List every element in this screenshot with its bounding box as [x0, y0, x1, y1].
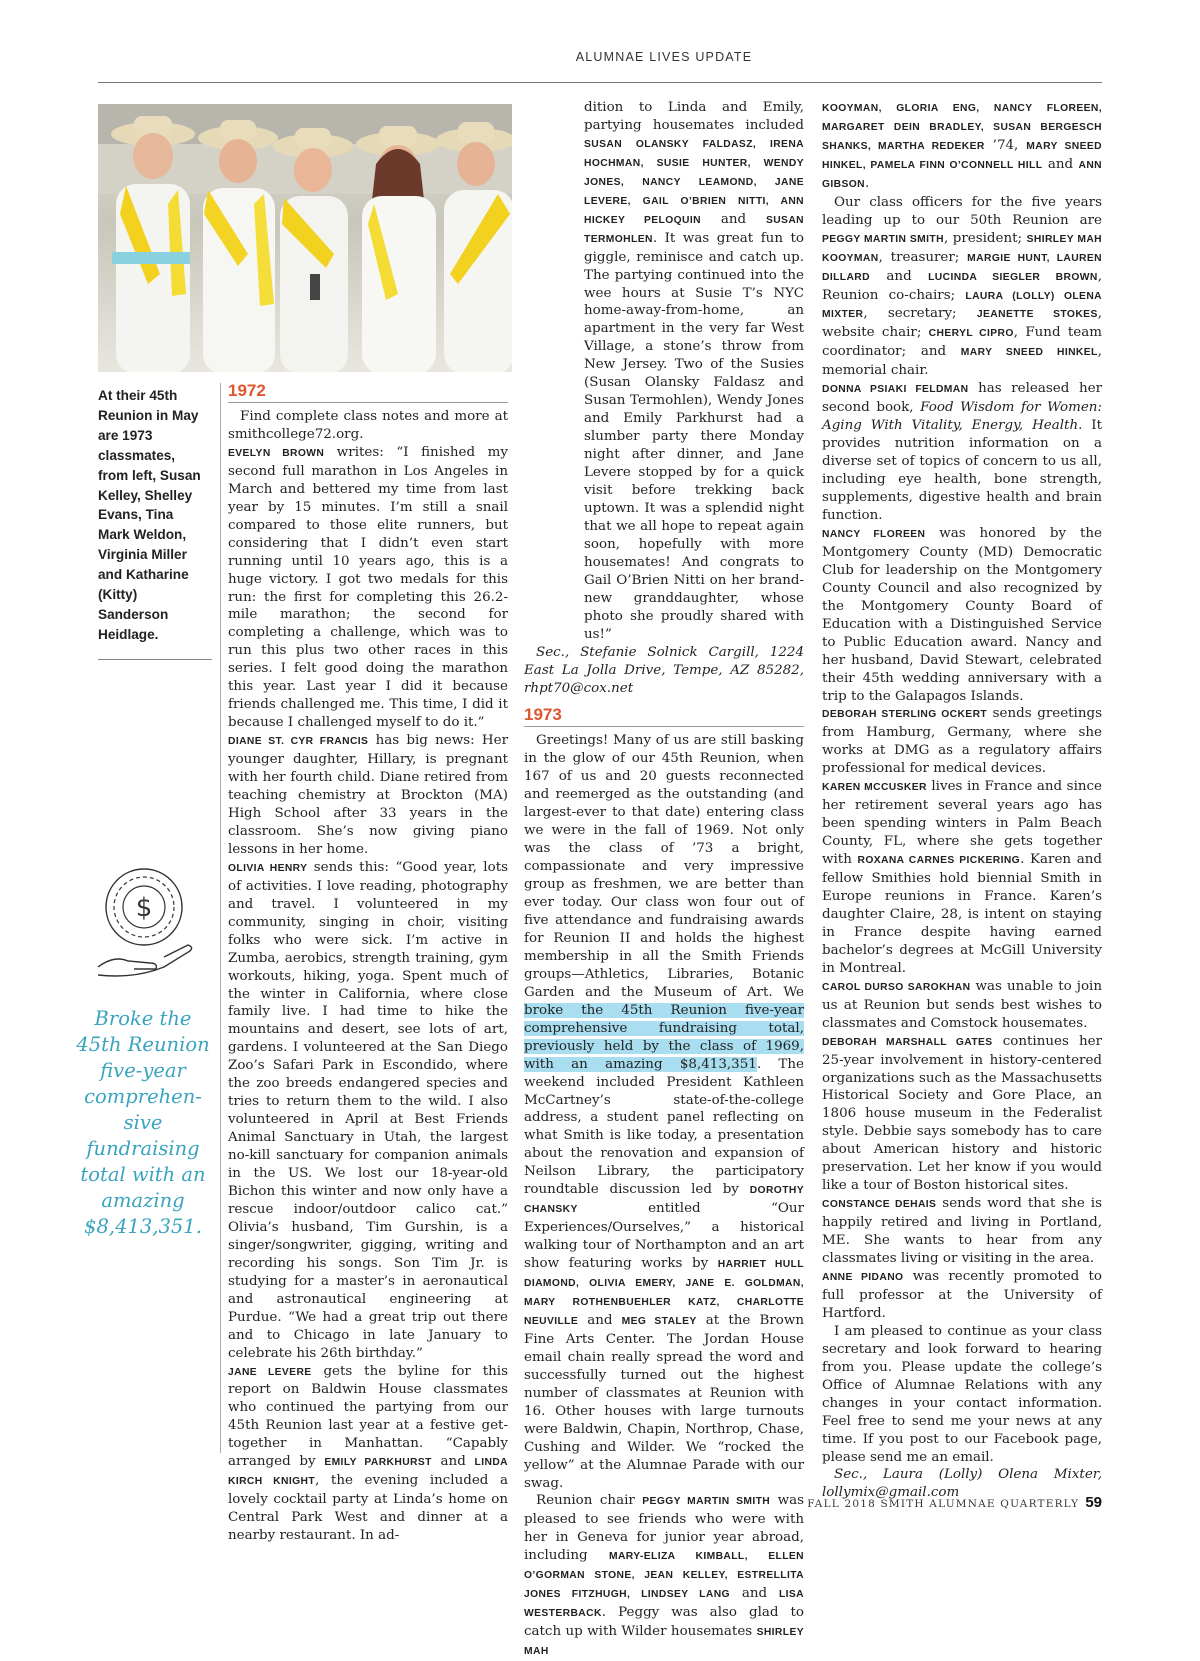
- note-diane-francis: [228, 732, 508, 859]
- svg-text:$: $: [135, 893, 153, 923]
- classmate-name: DIANE ST. CYR FRANCIS: [228, 736, 369, 748]
- text: has big news: Her younger daughter, Hillary, is pregnant with her fourth child. Diane retired from teaching chemistry at Brockton (MA) High School after 33 years in the classroom. She’s now giving piano lessons in her home.: [228, 733, 508, 857]
- text: entitled “Our Experiences/Ourselves,” a historical walking tour of Northampton and an art show featuring works by: [524, 1201, 804, 1272]
- classmate-name: EMILY PARKHURST: [324, 1457, 432, 1469]
- text: , treasurer;: [878, 249, 968, 265]
- classmate-name: HARRIET HULL DIAMOND, OLIVIA EMERY, JANE E. GOLDMAN, MARY ROTHENBUEHLER KATZ, CHARLOTTE NEUVILLE: [524, 1259, 804, 1327]
- text: . The weekend included President Kathleen McCartney’s state-of-the-college address, a student panel reflecting on what Smith is like today, a presentation about the renovation and expansion of Neilson Library, the participatory roundtable discussion led by: [524, 1056, 804, 1198]
- classmate-name: LISA WESTERBACK: [524, 1589, 805, 1620]
- text: writes: “I finished my second full marathon in Los Angeles in March and bettered my time from last year by 15 minutes. I’m still a snail compared to those elite runners, but considering that I didn’t even start running until 10 years ago, this is a huge victory. I got two medals for this run: the first for completing this 26.2-mile marathon; the second for completing a challenge, which was to run this plus two other races in this series. I felt good doing the marathon this year. Last year I did it because friends challenged me. This time, I did it because I challenged myself to do it.”: [228, 444, 508, 731]
- classmate-name: ANNE PIDANO: [822, 1272, 904, 1283]
- page-number: 59: [1085, 1494, 1102, 1511]
- classmate-name: CONSTANCE DEHAIS: [822, 1199, 937, 1211]
- text: and: [870, 268, 929, 284]
- classmate-name: DONNA PSIAKI FELDMAN: [822, 384, 969, 396]
- text: , memorial chair.: [822, 344, 1102, 379]
- text: . It was great fun to giggle, reminisce and catch up. The partying continued into the wee hours at Susie T’s NYC home-away-from-home, an apartment in the very far West Village, a stone’s throw from New Jersey. Two of the Susies (Susan Olansky Faldasz and Susan Termohlen), Wendy Jones and Emily Parkhurst had a slumber party there Monday night after dinner, and Jane Levere stopped by for a quick visit before trekking back uptown. It was a splendid night that we all hope to repeat again soon, hopefully with more housemates! And congrats to Gail O’Brien Nitti on her brand-new granddaughter, whose photo she proudly shared with us!”: [584, 230, 804, 642]
- column-1: [228, 381, 508, 1545]
- pull-quote: Broke the 45th Reunion five-year comprehen-sive fundraising total with an amazing $8,413,351.: [76, 1007, 210, 1238]
- column-divider: [220, 383, 221, 1453]
- text: and: [729, 1586, 779, 1602]
- book-title: Food Wisdom for Women: Aging With Vitality, Energy, Health: [822, 400, 1102, 434]
- paragraph: [524, 732, 804, 1492]
- text: , secretary;: [863, 306, 977, 322]
- note-donna-feldman: [822, 380, 1102, 525]
- text: Find complete class notes and more at smithcollege72.org.: [228, 409, 508, 442]
- text: has released her second book,: [822, 381, 1102, 416]
- text: ’74,: [984, 137, 1027, 153]
- text: was recently promoted to full professor at the University of Hartford.: [822, 1269, 1102, 1321]
- note-anne-pidano: [822, 1268, 1102, 1323]
- classmate-name: SHIRLEY MAH KOOYMAN: [822, 233, 1103, 264]
- classmate-name: PEGGY MARTIN SMITH: [822, 233, 944, 245]
- section-header: ALUMNAE LIVES UPDATE: [575, 50, 753, 64]
- text: .: [865, 175, 870, 191]
- classmate-name: PEGGY MARTIN SMITH: [642, 1496, 771, 1508]
- text: was honored by the Montgomery County (MD) Democratic Club for leadership on the Montgomery County Council and also recognized by the Montgomery County Board of Education with a Distinguished Service to Public Education award. Nancy and her husband, David Stewart, celebrated their 45th wedding anniversary with a trip to the Galapagos Islands.: [822, 525, 1102, 704]
- classmate-name: KAREN MCCUSKER: [822, 782, 927, 794]
- secretary-1973: Sec., Laura (Lolly) Olena Mixter, lollymix@gmail.com: [822, 1467, 1102, 1501]
- note-constance-dehais: [822, 1195, 1102, 1268]
- note-carol-sarokhan: [822, 978, 1102, 1033]
- text: , the evening included a lovely cocktail party at Linda’s home on Central Park West and dinner at a nearby restaurant. In ad-: [228, 1473, 509, 1544]
- text: was pleased to see friends who were with her in Geneva for junior year abroad, including: [524, 1493, 804, 1564]
- classmate-name: ROXANA CARNES PICKERING: [857, 855, 1021, 867]
- note-deborah-gates: [822, 1033, 1102, 1196]
- classmate-name: MARGIE HUNT, LAUREN DILLARD: [822, 252, 1103, 283]
- text: sends word that she is happily retired and living in Portland, ME. She wants to hear from any classmates living or visiting in the area.: [822, 1196, 1102, 1267]
- year-heading-1973: 1973: [524, 705, 804, 727]
- text: , president;: [943, 230, 1027, 246]
- page-footer: [807, 1494, 1102, 1511]
- paragraph: [822, 99, 1102, 194]
- classmate-name: LAURA (LOLLY) OLENA MIXTER: [822, 290, 1102, 321]
- classmate-name: SUSAN OLANSKY FALDASZ, IRENA HOCHMAN, SUSIE HUNTER, WENDY JONES, NANCY LEAMOND, JANE LEVERE, GAIL O’BRIEN NITTI, ANN HICKEY PELOQUIN: [584, 138, 804, 226]
- paragraph: [524, 99, 804, 644]
- photo-caption: At their 45th Reunion in May are 1973 classmates, from left, Susan Kelley, Shelley Evans, Tina Mark Weldon, Virginia Miller and Katharine (Kitty) Sanderson Heidlage.: [98, 388, 201, 642]
- text: and: [1042, 156, 1079, 172]
- text: lives in France and since her retirement several years ago has been spending winters in Palm Beach County, FL, where she gets together with: [822, 779, 1102, 868]
- classmate-name: CAROL DURSO SAROKHAN: [822, 981, 971, 993]
- classmate-name: DEBORAH STERLING OCKERT: [822, 709, 988, 721]
- text: dition to Linda and Emily, partying housemates included: [584, 100, 804, 133]
- note-karen-mccusker: [822, 778, 1102, 977]
- text: gets the byline for this report on Baldwin House classmates who continued the partying from our 45th Reunion last year at a festive get-together in Manhattan. “Capably arranged by: [228, 1363, 508, 1470]
- class-officers: [822, 194, 1102, 381]
- text: . Peggy was also glad to catch up with Wilder housemates: [524, 1605, 804, 1640]
- classmate-name: KOOYMAN, GLORIA ENG, NANCY FLOREEN, MARGARET DEIN BRADLEY, SUSAN BERGESCH SHANKS, MARTHA REDEKER: [822, 103, 1102, 152]
- classmate-name: LINDA KIRCH KNIGHT: [228, 1457, 508, 1488]
- classmate-name: DEBORAH MARSHALL GATES: [822, 1036, 993, 1048]
- caption-rule: [98, 659, 212, 660]
- classmate-name: ANN GIBSON: [822, 159, 1102, 190]
- classmate-name: SUSAN TERMOHLEN: [584, 214, 804, 245]
- classmate-name: NANCY FLOREEN: [822, 528, 926, 540]
- dollar-coin-hand-icon: [94, 863, 196, 979]
- classmate-name: JEANETTE STOKES: [976, 309, 1098, 321]
- text: Reunion chair: [536, 1493, 643, 1509]
- classmate-name: LUCINDA SIEGLER BROWN: [928, 271, 1098, 283]
- note-evelyn-brown: [228, 444, 508, 732]
- text: continues her 25-year involvement in history-centered organizations such as the Massachusetts Historical Society and Gore Place, an 1806 house museum in the Federalist style. Debbie says somebody has to care about American history and historic preservation. Let her know if you would like a tour of Boston historical sites.: [822, 1033, 1103, 1194]
- paragraph: [524, 1492, 804, 1661]
- text: and: [431, 1454, 475, 1470]
- text: . It provides nutrition information on a diverse set of topics of concern to us all, including eye health, bone strength, supplements, digestive health and brain function.: [822, 418, 1102, 523]
- note-jane-levere: [228, 1363, 508, 1546]
- text: , Reunion co-chairs;: [822, 268, 1102, 303]
- highlighted-text: broke the 45th Reunion five-year comprehensive fundraising total, previously held by the class of 1969, with an amazing $8,413,351: [524, 1002, 804, 1072]
- text: was unable to join us at Reunion but sends best wishes to classmates and Comstock housemates.: [822, 978, 1102, 1031]
- classmate-name: MARY-ELIZA KIMBALL, ELLEN O’GORMAN STONE, JEAN KELLEY, ESTRELLITA JONES FITZHUGH, LINDSEY LANG: [524, 1551, 804, 1601]
- text: . Karen and fellow Smithies hold biennial Smith in Europe reunions in France. Karen’s daughter Claire, 28, is intent on staying in France despite having earned bachelor’s degrees at McGill University in Montreal.: [822, 852, 1102, 976]
- closing-paragraph: I am pleased to continue as your class secretary and look forward to hearing from you. Please update the college’s Office of Alumnae Relations with any changes in your contact information. Feel free to send me your news at any time. If you post to our Facebook page, please send me an email.: [822, 1323, 1102, 1465]
- classmate-name: SHIRLEY MAH: [524, 1627, 804, 1658]
- year-heading-1972: 1972: [228, 381, 508, 403]
- text: at the Brown Fine Arts Center. The Jordan House email chain really spread the word and successfully turned out the highest number of classmates at Reunion with 16. Other houses with large turnouts were Baldwin, Chapin, Northrop, Chase, Cushing and Wilder. We “rocked the yellow” at the Alumnae Parade with our swag.: [524, 1312, 805, 1491]
- text: Greetings! Many of us are still basking in the glow of our 45th Reunion, when 167 of us and 20 guests reconnected and reemerged as the outstanding (and largest-ever to that date) entering class we were in the fall of 1969. Not only was the class of ’73 a bright, compassionate and very impressive group as freshmen, we are better than ever today. Our class won four out of five attendance and fundraising awards for Reunion II and holds the highest membership in all the Smith Friends groups—Athletics, Libraries, Botanic Garden and the Museum of Art. We: [524, 733, 804, 1000]
- text: sends greetings from Hamburg, Germany, where she works at DMG as a regulatory affairs professional for medical devices.: [822, 706, 1102, 777]
- classmate-name: MARY SNEED HINKEL: [960, 347, 1098, 359]
- note-olivia-henry: [228, 859, 508, 1363]
- text: , website chair;: [822, 306, 1102, 341]
- classmate-name: DOROTHY CHANSKY: [524, 1185, 804, 1216]
- classmate-name: OLIVIA HENRY: [228, 862, 308, 874]
- secretary-1972: Sec., Stefanie Solnick Cargill, 1224 East La Jolla Drive, Tempe, AZ 85282, rhpt70@cox.net: [524, 644, 804, 696]
- header-rule: [98, 82, 1102, 83]
- reunion-photo: [98, 104, 512, 372]
- column-3: [822, 99, 1102, 1502]
- text: and: [700, 211, 766, 227]
- text: sends this: “Good year, lots of activities. I love reading, photography and travel. I volunteered in my community, singing in choir, visiting folks who were sick. I’m active in Zumba, aerobics, strength training, gym workouts, hiking, yoga. Spent much of the winter in California, where close family live. I had time to hike the mountains and desert, see lots of art, gardens. I volunteered at the San Diego Zoo’s Safari Park in Escondido, where the zoo breeds endangered species and tries to return them to the wild. I also volunteered in April at Best Friends Animal Sanctuary in Utah, the largest no-kill sanctuary for companion animals in the US. We lost our 18-year-old Bichon this winter and now only have a rescue indoor/outdoor calico cat.” Olivia’s husband, Tim Gurshin, is a singer/songwriter, gigging, writing and recording his songs. Son Tim Jr. is studying for a master’s in aeronautical and astronautical engineering at Purdue. “We had a great trip out there and to Chicago in late January to celebrate his 26th birthday.”: [228, 859, 508, 1361]
- paragraph: [228, 408, 508, 444]
- classmate-name: MEG STALEY: [621, 1315, 697, 1327]
- classmate-name: CHERYL CIPRO: [928, 328, 1014, 340]
- column-2: [524, 99, 804, 1661]
- issue-label: FALL 2018 SMITH ALUMNAE QUARTERLY: [807, 1498, 1080, 1510]
- text: , Fund team coordinator; and: [822, 325, 1102, 360]
- note-nancy-floreen: [822, 525, 1102, 706]
- text: and: [578, 1312, 622, 1328]
- classmate-name: EVELYN BROWN: [228, 447, 325, 459]
- classmate-name: JANE LEVERE: [228, 1366, 312, 1378]
- text: Our class officers for the five years leading up to our 50th Reunion are: [822, 194, 1102, 228]
- reunion-photo-illustration: [98, 104, 512, 372]
- classmate-name: MARY SNEED HINKEL, PAMELA FINN O’CONNELL HILL: [822, 140, 1102, 171]
- note-deborah-ockert: [822, 705, 1102, 778]
